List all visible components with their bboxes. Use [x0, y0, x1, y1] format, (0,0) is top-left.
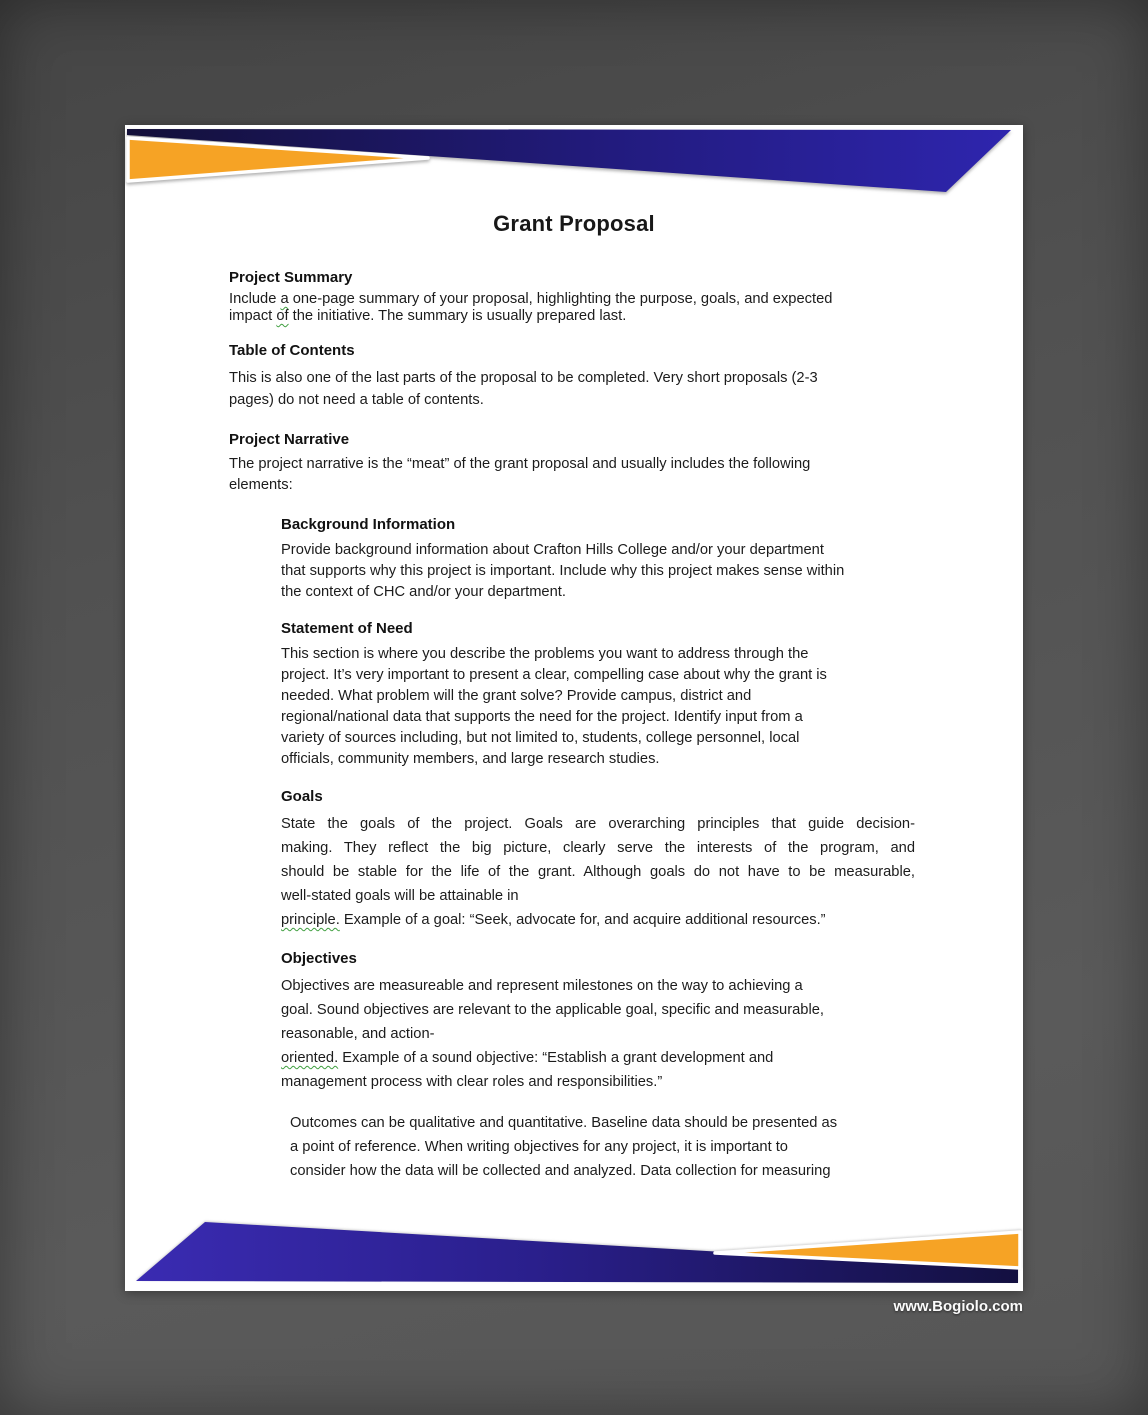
section-heading-project-narrative: Project Narrative [229, 431, 350, 448]
paragraph-line: that supports why this project is important. Include why this project makes sense within [281, 563, 845, 579]
paragraph-line: reasonable, and action- [281, 1026, 435, 1042]
paragraph-line: impact of the initiative. The summary is usually prepared last. [229, 308, 627, 324]
paragraph-line: well-stated goals will be attainable in [281, 888, 519, 904]
paragraph-line: variety of sources including, but not limited to, students, college personnel, local [281, 730, 800, 746]
header-decoration [125, 125, 1023, 205]
paragraph-line: pages) do not need a table of contents. [229, 392, 484, 408]
paragraph-line: Outcomes can be qualitative and quantitative. Baseline data should be presented as [290, 1115, 838, 1131]
paragraph-line: management process with clear roles and responsibilities.” [281, 1074, 663, 1090]
section-heading-project-summary: Project Summary [229, 269, 353, 286]
paragraph-line: elements: [229, 477, 293, 493]
paragraph-goals [281, 812, 915, 932]
paragraph-objectives [281, 974, 915, 1094]
section-heading-objectives: Objectives [281, 950, 357, 967]
paragraph-outcomes [290, 1111, 910, 1183]
paragraph-line: officials, community members, and large research studies. [281, 751, 660, 767]
paragraph-line: State the goals of the project. Goals are overarching principles that guide decision- [281, 816, 915, 832]
paragraph-statement-of-need [281, 644, 915, 770]
paragraph-background-information [281, 540, 915, 603]
paragraph-line: consider how the data will be collected and analyzed. Data collection for measuring [290, 1163, 831, 1179]
paragraph-line: This section is where you describe the problems you want to address through the [281, 646, 809, 662]
paragraph-line: making. They reflect the big picture, clearly serve the interests of the program, and [281, 840, 915, 856]
paragraph-line: oriented. Example of a sound objective: “Establish a grant development and [281, 1050, 774, 1066]
document-body [229, 238, 915, 1183]
watermark-url: www.Bogiolo.com [893, 1298, 1023, 1315]
document-title: Grant Proposal [493, 211, 655, 236]
paragraph-line: This is also one of the last parts of the proposal to be completed. Very short proposals (2-3 [229, 370, 818, 386]
paragraph-table-of-contents [229, 367, 909, 411]
paragraph-line: project. It’s very important to present a clear, compelling case about why the grant is [281, 667, 827, 683]
paragraph-line: Provide background information about Crafton Hills College and/or your department [281, 542, 824, 558]
paragraph-line: Objectives are measureable and represent milestones on the way to achieving a [281, 978, 803, 994]
paragraph-project-summary [229, 291, 909, 325]
paragraph-line: a point of reference. When writing objectives for any project, it is important to [290, 1139, 788, 1155]
footer-decoration [125, 1211, 1023, 1291]
section-heading-table-of-contents: Table of Contents [229, 342, 355, 359]
paragraph-line: Include a one-page summary of your proposal, highlighting the purpose, goals, and expected [229, 291, 833, 307]
section-heading-goals: Goals [281, 788, 323, 805]
paragraph-line: regional/national data that supports the need for the project. Identify input from a [281, 709, 803, 725]
paragraph-line: the context of CHC and/or your department. [281, 584, 566, 600]
paragraph-line: The project narrative is the “meat” of the grant proposal and usually includes the following [229, 456, 811, 472]
paragraph-line: goal. Sound objectives are relevant to the applicable goal, specific and measurable, [281, 1002, 824, 1018]
spellcheck-word: a [280, 291, 289, 307]
section-heading-background-information: Background Information [281, 516, 456, 533]
spellcheck-word: of [276, 308, 289, 324]
spellcheck-word: oriented. [281, 1050, 339, 1066]
spellcheck-word: principle. [281, 912, 340, 928]
paragraph-project-narrative [229, 454, 909, 496]
paragraph-line: needed. What problem will the grant solve? Provide campus, district and [281, 688, 752, 704]
paragraph-line: principle. Example of a goal: “Seek, advocate for, and acquire additional resources.” [281, 912, 826, 928]
document-page [125, 125, 1023, 1291]
section-heading-statement-of-need: Statement of Need [281, 620, 413, 637]
paragraph-line: should be stable for the life of the grant. Although goals do not have to be measurable, [281, 864, 915, 880]
